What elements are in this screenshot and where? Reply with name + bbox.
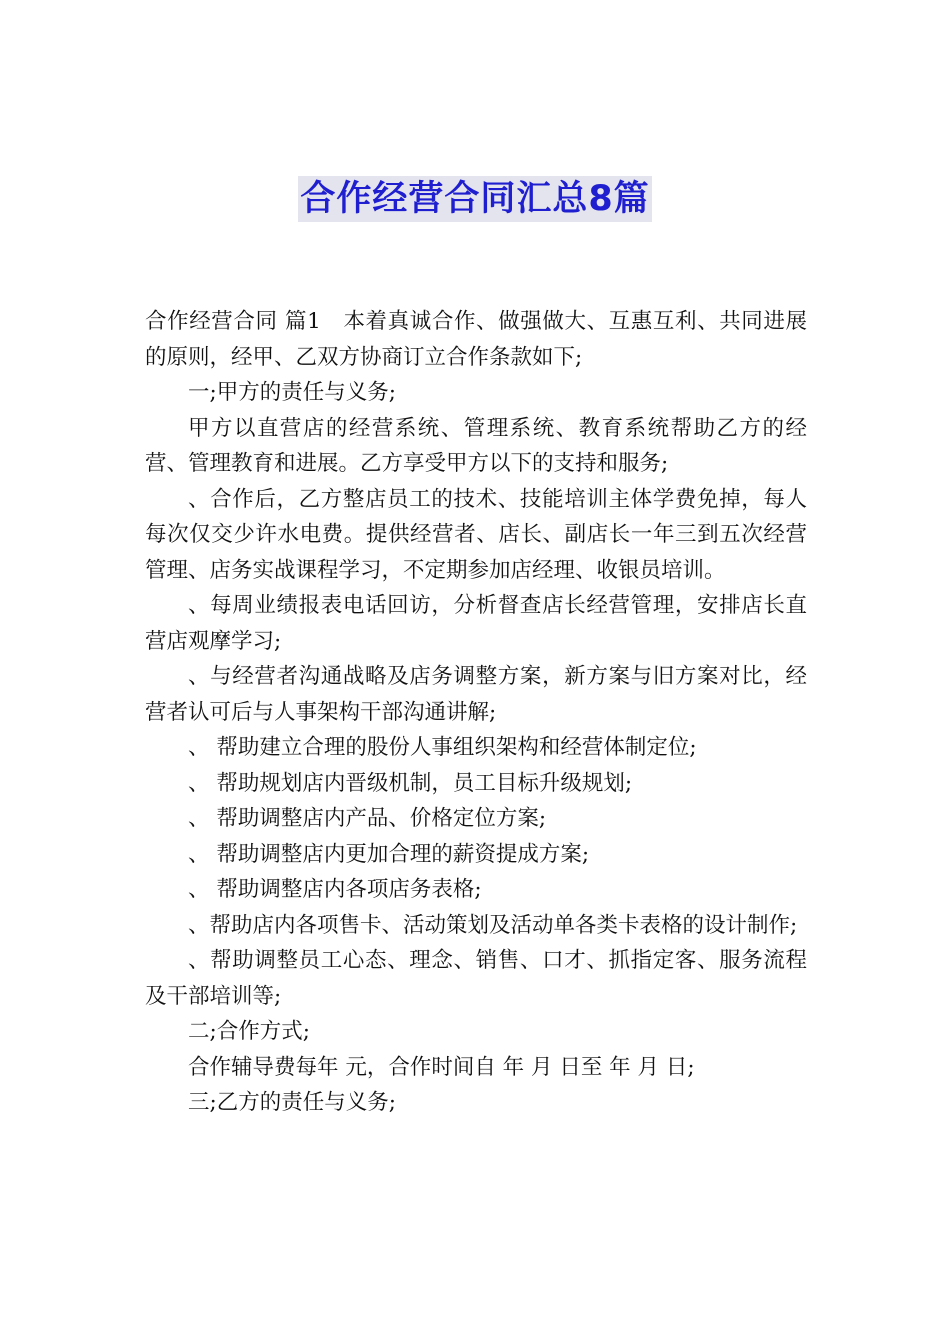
section-heading: 合作经营合同 篇1 bbox=[145, 309, 321, 334]
paragraph: 、 帮助建立合理的股份人事组织架构和经营体制定位; bbox=[188, 735, 697, 760]
paragraph: 、每周业绩报表电话回访，分析督查店长经营管理，安排店长直营店观摩学习; bbox=[145, 593, 807, 654]
paragraph: 、 帮助调整店内产品、价格定位方案; bbox=[188, 806, 547, 831]
paragraph: 、 帮助调整店内各项店务表格; bbox=[188, 877, 482, 902]
document-body bbox=[145, 304, 807, 1121]
paragraph: 、 帮助调整店内更加合理的薪资提成方案; bbox=[188, 841, 590, 867]
paragraph: 二;合作方式; bbox=[188, 1019, 310, 1044]
paragraph: 甲方以直营店的经营系统、管理系统、教育系统帮助乙方的经营、管理教育和进展。乙方享受甲方以下的支持和服务; bbox=[145, 415, 807, 476]
paragraph: 合作辅导费每年 元，合作时间自 年 月 日至 年 月 日; bbox=[188, 1054, 695, 1080]
paragraph: 、帮助调整员工心态、理念、销售、口才、抓指定客、服务流程及干部培训等; bbox=[145, 948, 807, 1009]
document-title: 合作经营合同汇总8篇 bbox=[298, 176, 651, 222]
paragraph: 一;甲方的责任与义务; bbox=[188, 380, 396, 405]
paragraph-text: 本着真诚合作、做强做大、互惠互利、共同进展的原则，经甲、乙双方协商订立合作条款如下; bbox=[145, 309, 807, 370]
paragraph-intro bbox=[145, 304, 807, 375]
paragraph: 、与经营者沟通战略及店务调整方案，新方案与旧方案对比，经营者认可后与人事架构干部沟通讲解; bbox=[145, 664, 807, 725]
paragraph: 三;乙方的责任与义务; bbox=[188, 1090, 396, 1115]
paragraph: 、合作后，乙方整店员工的技术、技能培训主体学费免掉，每人每次仅交少许水电费。提供经营者、店长、副店长一年三到五次经营管理、店务实战课程学习，不定期参加店经理、收银员培训。 bbox=[145, 486, 807, 583]
title-wrap bbox=[0, 176, 950, 222]
paragraph: 、 帮助规划店内晋级机制，员工目标升级规划; bbox=[188, 770, 633, 796]
paragraph: 、帮助店内各项售卡、活动策划及活动单各类卡表格的设计制作; bbox=[188, 912, 798, 938]
